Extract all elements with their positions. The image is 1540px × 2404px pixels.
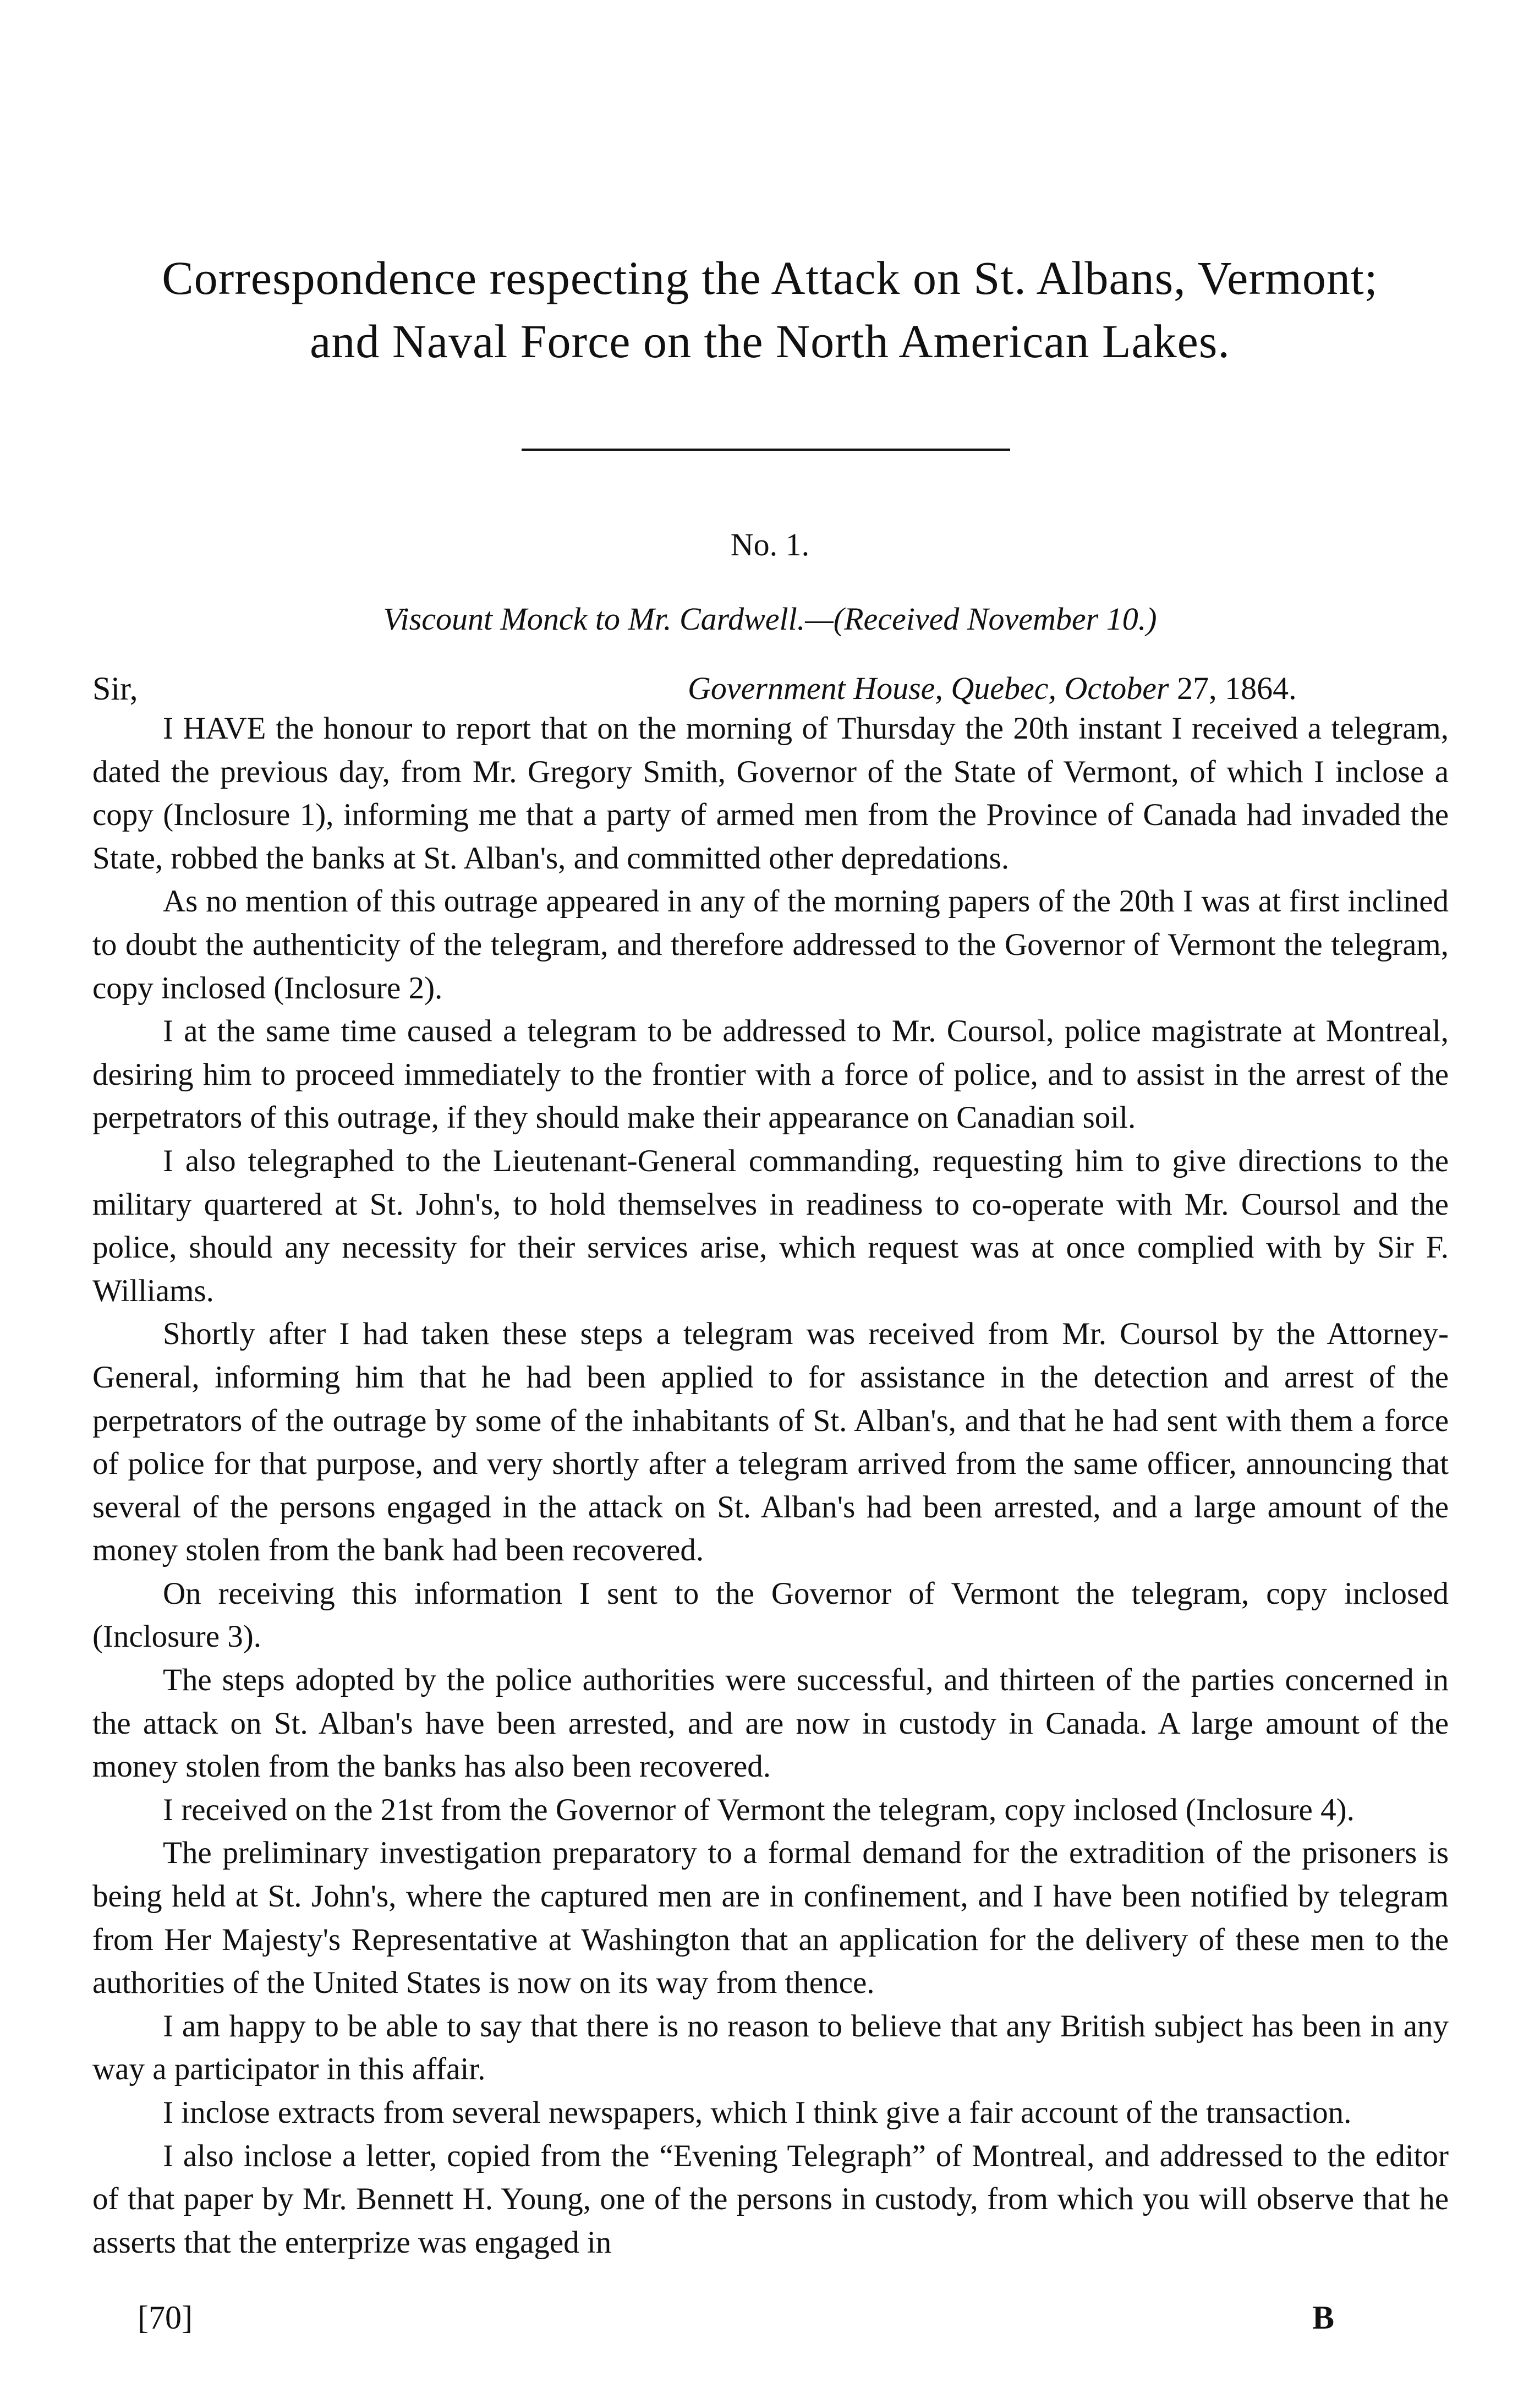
salutation: Sir, bbox=[92, 670, 138, 707]
place-date-line bbox=[688, 669, 1297, 708]
signature-mark: B bbox=[1312, 2299, 1335, 2336]
paragraph: The steps adopted by the police authorities were successful, and thirteen of the parties concerned in the attack on St. Alban's have been arrested, and are now in custody in Canada. A large amount of the money stolen from the banks has also been recovered. bbox=[92, 1663, 1449, 1784]
letter-received-date: (Received November 10.) bbox=[833, 601, 1157, 637]
page-number: [70] bbox=[138, 2299, 193, 2336]
place-date: Government House, Quebec, October bbox=[688, 670, 1177, 706]
paragraph: The preliminary investigation preparatory to a formal demand for the extradition of the prisoners is being held at St. John's, where the captured men are in confinement, and I have been notified by telegram from Her Majesty's Representative at Washington that an application for the delivery of these men to the authorities of the United States is now on its way from thence. bbox=[92, 1835, 1449, 2001]
paragraph: I received on the 21st from the Governor of Vermont the telegram, copy inclosed (Inclosure 4). bbox=[163, 1792, 1355, 1827]
paragraph: Shortly after I had taken these steps a telegram was received from Mr. Coursol by the Attorney-General, informing him that he had been applied to for assistance in the detection and arrest of the perpetrators of the outrage by some of the inhabitants of St. Alban's, and that he had sent with them a force of police for that purpose, and very shortly after a telegram arrived from the same officer, announcing that several of the persons engaged in the attack on St. Alban's had been arrested, and a large amount of the money stolen from the bank had been recovered. bbox=[92, 1316, 1449, 1568]
letter-heading bbox=[0, 600, 1540, 638]
paragraph: I also inclose a letter, copied from the “Evening Telegraph” of Montreal, and addressed to the editor of that paper by Mr. Bennett H. Young, one of the persons in custody, from which you will observe that he asserts that the enterprize was engaged in bbox=[92, 2138, 1449, 2260]
letter-body bbox=[92, 707, 1449, 2264]
document-title-line-1: Correspondence respecting the Attack on St. Albans, Vermont; bbox=[162, 252, 1378, 304]
document-number: No. 1. bbox=[730, 527, 810, 562]
date-day: 27, 1864. bbox=[1177, 670, 1297, 706]
paragraph: On receiving this information I sent to the Governor of Vermont the telegram, copy inclosed (Inclosure 3). bbox=[92, 1576, 1449, 1654]
paragraph: I inclose extracts from several newspapers, which I think give a fair account of the transaction. bbox=[163, 2095, 1352, 2130]
paragraph: I HAVE the honour to report that on the morning of Thursday the 20th instant I received a telegram, dated the previous day, from Mr. Gregory Smith, Governor of the State of Vermont, of which I inclose a copy (Inclosure 1), informing me that a party of armed men from the Province of Canada had invaded the State, robbed the banks at St. Alban's, and committed other depredations. bbox=[92, 711, 1449, 876]
document-title-line-2: and Naval Force on the North American Lakes. bbox=[310, 315, 1230, 368]
paragraph: As no mention of this outrage appeared in any of the morning papers of the 20th I was at first inclined to doubt the authenticity of the telegram, and therefore addressed to the Governor of Vermont the telegram, copy inclosed (Inclosure 2). bbox=[92, 884, 1449, 1006]
paragraph: I am happy to be able to say that there is no reason to believe that any British subject has been in any way a participator in this affair. bbox=[92, 2008, 1449, 2087]
paragraph: I at the same time caused a telegram to be addressed to Mr. Coursol, police magistrate at Montreal, desiring him to proceed immediately to the frontier with a force of police, and to assist in the arrest of the perpetrators of this outrage, if they should make their appearance on Canadian soil. bbox=[92, 1014, 1449, 1135]
letter-from-to: Viscount Monck to Mr. Cardwell.— bbox=[383, 601, 834, 637]
title-divider bbox=[522, 449, 1010, 451]
paragraph: I also telegraphed to the Lieutenant-General commanding, requesting him to give directions to the military quartered at St. John's, to hold themselves in readiness to co-operate with Mr. Coursol and the police, should any necessity for their services arise, which request was at once complied with by Sir F. Williams. bbox=[92, 1143, 1449, 1308]
